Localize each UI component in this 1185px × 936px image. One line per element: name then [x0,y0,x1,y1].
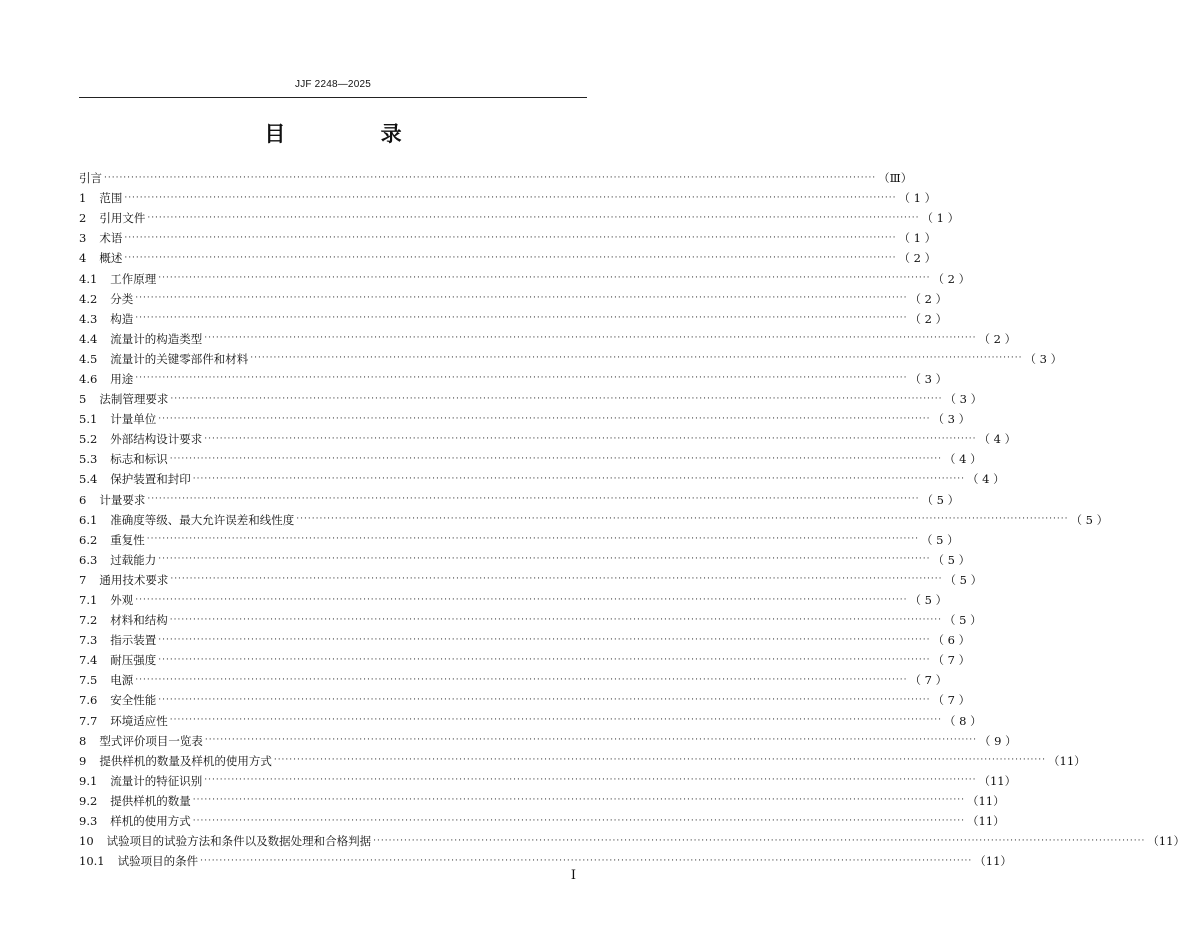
toc-leader-dots: ········································································································································································································ [147,494,920,505]
toc-entry[interactable] [79,389,983,409]
toc-entry-title: 用途 [110,371,134,386]
toc-entry[interactable] [79,268,971,288]
toc-entry-page: （ 8 ） [943,713,982,728]
toc-leader-dots: ········································································································································································································ [192,473,965,484]
toc-leader-dots: ········································································································································································································ [204,333,977,344]
toc-leader-dots: ········································································································································································································ [158,694,931,705]
toc-entry[interactable] [79,429,1017,449]
toc-entry-number: 9 [79,753,87,768]
toc-entry-number: 5.3 [79,452,98,467]
toc-entry-page: （ 5 ） [909,593,948,608]
toc-entry[interactable] [79,811,1005,831]
toc-entry[interactable] [79,650,971,670]
toc-entry-title: 提供样机的数量 [110,793,191,808]
toc-leader-dots: ········································································································································································································ [250,353,1023,364]
toc-entry-page: （ 3 ） [932,412,971,427]
toc-entry-page: （Ⅲ） [878,171,913,186]
toc-entry-title: 保护装置和封印 [110,472,191,487]
page-title: 目 录 [264,121,446,146]
toc-entry-page: （ 4 ） [943,452,982,467]
toc-entry-title: 引用文件 [99,211,146,226]
toc-entry-page: （ 5 ） [921,492,960,507]
toc-entry-number: 6.1 [79,512,98,527]
toc-entry-number: 7 [79,572,87,587]
toc-entry-number: 4.3 [79,311,98,326]
toc-entry-page: （ 5 ） [944,572,983,587]
toc-entry-number: 7.1 [79,593,98,608]
toc-entry[interactable] [79,530,959,550]
header-rule [79,97,587,98]
toc-entry-number: 1 [79,191,87,206]
toc-entry[interactable] [79,630,971,650]
toc-leader-dots: ········································································································································································································ [200,855,973,866]
toc-entry-page: （ 6 ） [932,633,971,648]
toc-entry-title: 外观 [110,593,134,608]
toc-entry[interactable] [79,570,983,590]
toc-entry[interactable] [79,510,1109,530]
toc-entry-title: 准确度等级、最大允许误差和线性度 [110,512,295,527]
toc-leader-dots: ········································································································································································································ [170,393,943,404]
toc-entry-title: 环境适应性 [110,713,168,728]
toc-entry-page: （11） [966,793,1005,808]
toc-entry-page: （ 7 ） [932,653,971,668]
toc-entry[interactable] [79,168,913,188]
toc-leader-dots: ········································································································································································································ [169,715,942,726]
toc-entry-page: （ 2 ） [909,311,948,326]
toc-entry-page: （ 1 ） [898,191,937,206]
toc-entry-page: （ 3 ） [1024,351,1063,366]
toc-entry-title: 流量计的构造类型 [110,331,203,346]
toc-leader-dots: ········································································································································································································ [124,192,897,203]
toc-entry-title: 安全性能 [110,693,157,708]
toc-entry-title: 过载能力 [110,552,157,567]
toc-entry[interactable] [79,469,1005,489]
toc-entry[interactable] [79,349,1063,369]
toc-entry[interactable] [79,590,948,610]
toc-entry-number: 7.6 [79,693,98,708]
toc-entry-number: 6.2 [79,532,98,547]
toc-entry-page: （ 3 ） [944,392,983,407]
toc-entry-number: 7.7 [79,713,98,728]
toc-entry-title: 流量计的特征识别 [110,773,203,788]
toc-entry-number: 7.5 [79,673,98,688]
toc-entry[interactable] [79,831,1185,851]
toc-entry-title: 引言 [79,171,102,186]
toc-entry-number: 4.1 [79,271,98,286]
toc-entry-title: 试验项目的试验方法和条件以及数据处理和合格判据 [106,834,372,849]
toc-entry[interactable] [79,409,971,429]
toc-entry-number: 2 [79,211,87,226]
toc-leader-dots: ········································································································································································································ [135,594,908,605]
toc-leader-dots: ········································································································································································································ [135,373,908,384]
toc-leader-dots: ········································································································································································································ [192,795,965,806]
toc-entry[interactable] [79,188,937,208]
toc-entry-page: （ 1 ） [921,211,960,226]
toc-entry-page: （ 9 ） [979,733,1017,748]
toc-entry-number: 4.5 [79,351,98,366]
toc-entry-title: 法制管理要求 [99,392,169,407]
toc-entry[interactable] [79,731,1017,751]
toc-entry[interactable] [79,490,960,510]
toc-leader-dots: ········································································································································································································ [124,252,897,263]
toc-leader-dots: ········································································································································································································ [158,554,931,565]
toc-entry[interactable] [79,369,948,389]
toc-entry-page: （11） [974,854,1012,869]
toc-entry[interactable] [79,851,1012,871]
toc-entry-page: （ 1 ） [898,231,937,246]
toc-entry-number: 3 [79,231,87,246]
toc-entry-number: 9.3 [79,814,98,829]
toc-leader-dots: ········································································································································································································ [169,453,942,464]
toc-leader-dots: ········································································································································································································ [192,815,965,826]
toc-entry[interactable] [79,791,1005,811]
toc-entry-number: 7.2 [79,613,98,628]
toc-leader-dots: ········································································································································································································ [158,634,931,645]
toc-entry-title: 工作原理 [110,271,157,286]
toc-entry-page: （ 3 ） [909,371,948,386]
toc-entry-number: 10 [79,834,94,849]
toc-entry-title: 计量单位 [110,412,157,427]
page-number: Ⅰ [570,868,576,883]
toc-entry[interactable] [79,610,982,630]
toc-leader-dots: ········································································································································································································ [135,293,908,304]
toc-entry[interactable] [79,208,960,228]
toc-entry-page: （11） [978,773,1017,788]
toc-entry[interactable] [79,670,948,690]
toc-entry-number: 6 [79,492,87,507]
toc-entry[interactable] [79,329,1017,349]
toc-entry-number: 4.2 [79,291,98,306]
toc-leader-dots: ········································································································································································································ [204,433,977,444]
toc-entry-title: 指示装置 [110,633,157,648]
toc-entry[interactable] [79,771,1017,791]
toc-entry-title: 样机的使用方式 [110,814,191,829]
toc-leader-dots: ········································································································································································································ [135,674,908,685]
toc-leader-dots: ········································································································································································································ [158,654,931,665]
toc-entry-title: 计量要求 [99,492,146,507]
toc-leader-dots: ········································································································································································································ [169,614,942,625]
toc-entry[interactable] [79,449,982,469]
toc-entry-page: （ 2 ） [932,271,971,286]
toc-leader-dots: ········································································································································································································ [147,212,920,223]
toc-entry-title: 分类 [110,291,134,306]
toc-entry[interactable] [79,248,937,268]
toc-leader-dots: ········································································································································································································ [124,232,897,243]
toc-entry-page: （11） [1048,753,1086,768]
toc-entry-title: 构造 [110,311,134,326]
toc-entry-number: 7.4 [79,653,98,668]
toc-leader-dots: ········································································································································································································ [158,273,931,284]
toc-entry[interactable] [79,751,1086,771]
toc-entry[interactable] [79,690,971,710]
toc-leader-dots: ········································································································································································································ [170,574,943,585]
toc-entry-page: （ 5 ） [1070,512,1109,527]
document-header: JJF 2248—2025 [295,79,371,90]
toc-entry-title: 标志和标识 [110,452,168,467]
toc-leader-dots: ········································································································································································································ [373,835,1146,846]
toc-entry-number: 4.6 [79,371,98,386]
toc-entry-page: （11） [1147,834,1185,849]
toc-entry-title: 通用技术要求 [99,572,169,587]
toc-entry-number: 5.2 [79,432,98,447]
toc-leader-dots: ········································································································································································································ [158,413,931,424]
toc-entry-page: （ 2 ） [898,251,937,266]
toc-entry-page: （11） [966,814,1005,829]
toc-entry-number: 9.1 [79,773,98,788]
toc-leader-dots: ········································································································································································································ [146,534,919,545]
toc-entry-page: （ 4 ） [978,432,1017,447]
toc-entry-number: 5 [79,392,87,407]
toc-entry-number: 4 [79,251,87,266]
toc-entry-number: 10.1 [79,854,105,869]
toc-entry-number: 5.4 [79,472,98,487]
toc-entry-number: 8 [79,733,87,748]
toc-entry-page: （ 7 ） [909,673,948,688]
toc-entry-number: 7.3 [79,633,98,648]
toc-entry-number: 9.2 [79,793,98,808]
toc-leader-dots: ········································································································································································································ [104,172,877,183]
toc-leader-dots: ········································································································································································································ [204,735,977,746]
toc-entry-title: 术语 [99,231,123,246]
toc-entry-page: （ 5 ） [932,552,971,567]
toc-entry-title: 外部结构设计要求 [110,432,203,447]
toc-leader-dots: ········································································································································································································ [204,775,977,786]
toc-leader-dots: ········································································································································································································ [135,313,908,324]
toc-entry-page: （ 5 ） [920,532,959,547]
toc-entry[interactable] [79,309,948,329]
toc-entry-title: 耐压强度 [110,653,157,668]
toc-entry-title: 重复性 [110,532,145,547]
toc-entry-page: （ 2 ） [909,291,948,306]
toc-entry-page: （ 4 ） [966,472,1005,487]
toc-entry-title: 型式评价项目一览表 [99,733,203,748]
toc-entry[interactable] [79,228,937,248]
toc-leader-dots: ········································································································································································································ [273,755,1046,766]
toc-leader-dots: ········································································································································································································ [296,514,1069,525]
toc-entry[interactable] [79,289,948,309]
table-of-contents [79,168,1185,871]
toc-entry-page: （ 7 ） [932,693,971,708]
toc-entry[interactable] [79,550,971,570]
toc-entry-page: （ 2 ） [978,331,1017,346]
toc-entry-page: （ 5 ） [943,613,982,628]
toc-entry-title: 概述 [99,251,123,266]
toc-entry-number: 4.4 [79,331,98,346]
toc-entry-title: 提供样机的数量及样机的使用方式 [99,753,272,768]
toc-entry-title: 试验项目的条件 [117,854,199,869]
toc-entry[interactable] [79,711,982,731]
toc-entry-title: 范围 [99,191,123,206]
toc-entry-title: 电源 [110,673,134,688]
toc-entry-title: 流量计的关键零部件和材料 [110,351,249,366]
toc-entry-number: 5.1 [79,412,98,427]
toc-entry-number: 6.3 [79,552,98,567]
toc-entry-title: 材料和结构 [110,613,168,628]
